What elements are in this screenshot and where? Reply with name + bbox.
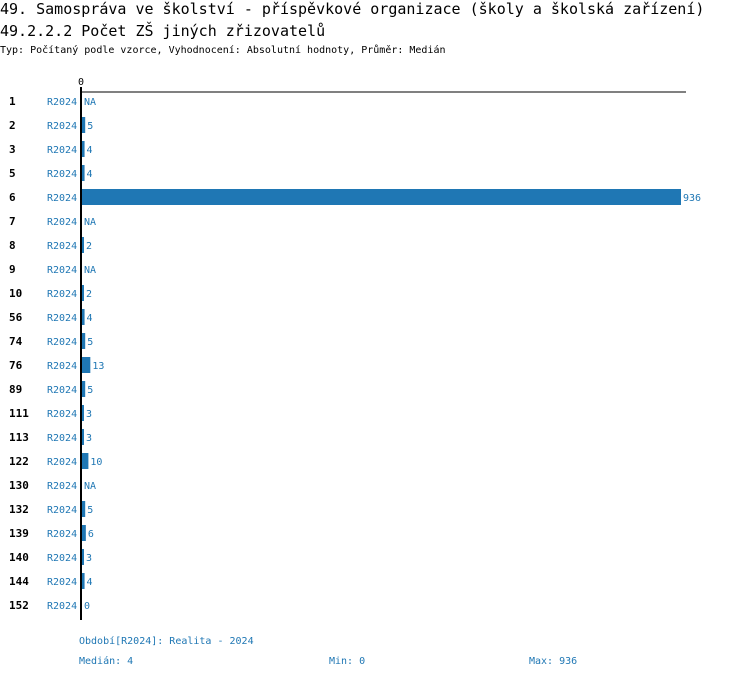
bars-layer xyxy=(9,95,701,612)
row-period-label: R2024 xyxy=(47,289,78,300)
row-period-label: R2024 xyxy=(47,97,78,108)
bar xyxy=(82,165,85,181)
row-period-label: R2024 xyxy=(47,145,78,156)
row-period-label: R2024 xyxy=(47,313,78,324)
bar-value-label: 3 xyxy=(86,409,93,420)
bar xyxy=(82,549,84,565)
page-title: 49. Samospráva ve školství - příspěvkové organizace (školy a školská zařízení) xyxy=(0,0,705,18)
row-period-label: R2024 xyxy=(47,385,78,396)
row-category-label: 89 xyxy=(9,383,23,396)
bar xyxy=(82,453,88,469)
row-period-label: R2024 xyxy=(47,505,78,516)
bar xyxy=(82,189,681,205)
bar-value-label: 4 xyxy=(86,169,93,180)
chart-subtitle: 49.2.2.2 Počet ZŠ jiných zřizovatelů xyxy=(0,22,326,40)
bar-value-label: 0 xyxy=(84,601,91,612)
bar-value-label: 3 xyxy=(86,553,93,564)
bar-value-label: 5 xyxy=(87,505,94,516)
bar-value-label: NA xyxy=(84,97,97,108)
row-category-label: 152 xyxy=(9,599,29,612)
bar xyxy=(82,525,86,541)
row-period-label: R2024 xyxy=(47,457,78,468)
bar-value-label: 3 xyxy=(86,433,93,444)
row-category-label: 139 xyxy=(9,527,29,540)
bar xyxy=(82,333,85,349)
row-period-label: R2024 xyxy=(47,409,78,420)
bar-value-label: 10 xyxy=(90,457,103,468)
bar xyxy=(82,405,84,421)
footer-min: Min: 0 xyxy=(329,656,366,667)
bar xyxy=(82,141,85,157)
row-period-label: R2024 xyxy=(47,265,78,276)
row-category-label: 8 xyxy=(9,239,16,252)
row-category-label: 132 xyxy=(9,503,29,516)
row-category-label: 56 xyxy=(9,311,23,324)
row-period-label: R2024 xyxy=(47,577,78,588)
chart-info: Typ: Počítaný podle vzorce, Vyhodnocení: Absolutní hodnoty, Průměr: Medián xyxy=(0,45,446,56)
bar-value-label: 4 xyxy=(86,313,93,324)
bar xyxy=(82,237,84,253)
row-category-label: 7 xyxy=(9,215,16,228)
row-category-label: 9 xyxy=(9,263,16,276)
x-tick-label: 0 xyxy=(77,77,85,88)
row-period-label: R2024 xyxy=(47,241,78,252)
row-category-label: 113 xyxy=(9,431,29,444)
row-period-label: R2024 xyxy=(47,337,78,348)
row-category-label: 140 xyxy=(9,551,29,564)
bar xyxy=(82,285,84,301)
bar xyxy=(82,501,85,517)
row-period-label: R2024 xyxy=(47,601,78,612)
bar-value-label: 6 xyxy=(87,529,94,540)
bar xyxy=(82,309,85,325)
row-category-label: 10 xyxy=(9,287,23,300)
footer-period: Období[R2024]: Realita - 2024 xyxy=(79,636,254,647)
bar-value-label: 936 xyxy=(683,193,702,204)
row-period-label: R2024 xyxy=(47,217,78,228)
bar xyxy=(82,357,90,373)
row-period-label: R2024 xyxy=(47,169,78,180)
row-category-label: 76 xyxy=(9,359,23,372)
row-category-label: 1 xyxy=(9,95,16,108)
bar-value-label: 4 xyxy=(86,577,93,588)
bar-value-label: NA xyxy=(84,481,97,492)
row-category-label: 130 xyxy=(9,479,29,492)
bar-value-label: 2 xyxy=(86,289,93,300)
bar-value-label: 5 xyxy=(87,385,94,396)
bar xyxy=(82,429,84,445)
bar-value-label: NA xyxy=(84,265,97,276)
row-category-label: 3 xyxy=(9,143,16,156)
row-category-label: 122 xyxy=(9,455,29,468)
row-category-label: 144 xyxy=(9,575,29,588)
row-period-label: R2024 xyxy=(47,553,78,564)
row-period-label: R2024 xyxy=(47,193,78,204)
row-category-label: 111 xyxy=(9,407,29,420)
bar-value-label: 13 xyxy=(92,361,105,372)
row-period-label: R2024 xyxy=(47,433,78,444)
footer-median: Medián: 4 xyxy=(79,656,134,667)
bar xyxy=(82,573,85,589)
row-period-label: R2024 xyxy=(47,529,78,540)
row-category-label: 6 xyxy=(9,191,16,204)
row-category-label: 74 xyxy=(9,335,23,348)
bar-value-label: 5 xyxy=(87,121,94,132)
bar-value-label: 5 xyxy=(87,337,94,348)
row-period-label: R2024 xyxy=(47,121,78,132)
bar-value-label: 2 xyxy=(86,241,93,252)
row-category-label: 5 xyxy=(9,167,16,180)
bar-value-label: NA xyxy=(84,217,97,228)
row-period-label: R2024 xyxy=(47,361,78,372)
row-period-label: R2024 xyxy=(47,481,78,492)
bar xyxy=(82,117,85,133)
bar-value-label: 4 xyxy=(86,145,93,156)
row-category-label: 2 xyxy=(9,119,16,132)
footer-max: Max: 936 xyxy=(529,656,578,667)
bar xyxy=(82,381,85,397)
